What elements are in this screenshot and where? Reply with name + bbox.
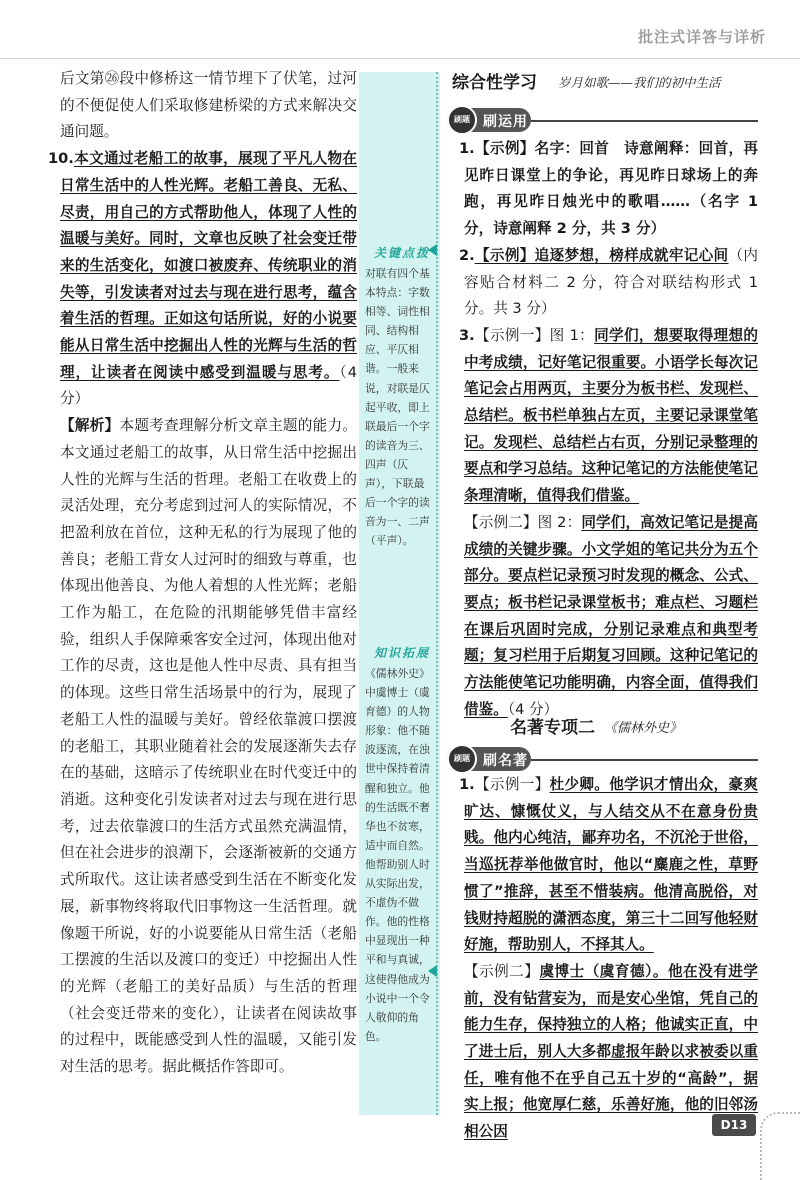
- question-10-number: 10.: [48, 150, 74, 168]
- left-paragraph-1: 后文第㉖段中修桥这一情节埋下了伏笔，过河的不便促使人们采取修建桥梁的方式来解决交通问题。: [60, 70, 357, 141]
- question-3-example-2-head: 【示例二】图 2：: [464, 513, 582, 531]
- question-3-example-2-text: 同学们，高效记笔记是提高成绩的关键步骤。小文学姐的笔记共分为五个部分。要点栏记录预习时发现的概念、公式、要点；板书栏记录课堂板书；难点栏、习题栏在课后巩固时完成，分别记录难点和典型考题；复习栏用于后期复习回顾。这种记笔记的方法能使笔记功能明确，内容全面，值得我们借鉴。: [464, 513, 758, 718]
- analysis-paragraph: [60, 413, 357, 1081]
- question-3-number: 3.: [459, 326, 475, 344]
- section-subtitle: 岁月如歌——我们的初中生活: [558, 75, 721, 90]
- page-corner-decoration: [760, 1112, 800, 1180]
- page-header: [0, 0, 800, 58]
- sidebar-key-tip-title: 关键点拨: [373, 246, 430, 260]
- question-2-score: （内容贴合材料二 2 分，符合对联结构形式 1 分。共 3 分）: [464, 246, 758, 318]
- classic-example-2-head: 【示例二】: [464, 962, 540, 980]
- page-number: D13: [712, 1114, 756, 1136]
- classic-example-1-text: 杜少卿。他学识才情出众，豪爽旷达、慷慨仗义，与人结交从不在意身份贵贱。他内心纯洁，鄙弃功名，不沉沦于世俗，当巡抚荐举他做官时，他以“麋鹿之性，草野惯了”推辞，甚至不惜装病。他清高脱俗，对钱财持超脱的潇洒态度，第三十二回写他轻财好施，帮助别人，不择其人。: [464, 776, 758, 954]
- classic-question-1-example-1: [452, 772, 758, 959]
- question-1: [452, 136, 758, 243]
- question-1-number: 1.: [459, 140, 475, 157]
- question-10-answer: 本文通过老船工的故事，展现了平凡人物在日常生活中的人性光辉。老船工善良、无私、尽责，用自己的方式帮助他人，体现了人性的温暖与美好。同时，文章也反映了社会变迁带来的生活变化，如渡口被废弃、传统职业的消失等，引发读者对过去与现在进行思考，蕴含着生活的哲理。正如这句话所说，好的小说要能从日常生活中挖掘出人性的光辉与生活的哲理，让读者在阅读中感受到温暖与思考。: [60, 150, 357, 381]
- question-10: [48, 146, 357, 413]
- classic-question-1-number: 1.: [459, 776, 475, 793]
- right-column-lower: [452, 772, 758, 1146]
- question-2: [452, 243, 758, 323]
- sidebar-knowledge-title: 知识拓展: [373, 646, 430, 660]
- arrow-left-icon: [428, 244, 437, 256]
- question-3-example-1-head: 【示例一】图 1：: [474, 326, 595, 344]
- section-title: 综合性学习: [452, 73, 537, 93]
- classic-tag-label: 刷名著: [483, 753, 528, 769]
- right-column-upper: [452, 136, 758, 723]
- header-divider: [0, 58, 800, 59]
- question-3-score: （4 分）: [507, 700, 559, 718]
- question-1-text: 【示例】名字：回首 诗意阐释：回首，再见昨日课堂上的争论，再见昨日球场上的奔跑，再见昨日烛光中的歌唱……（名字 1 分，诗意阐释 2 分，共 3 分）: [464, 140, 758, 238]
- sidebar-key-tip-text: 对联有四个基本特点：字数相等、词性相同、结构相应、平仄相谐。一般来说，对联是仄起平收，即上联最后一个字的读音为三、四声（仄声），下联最后一个字的读音为一、二声（平声）。: [365, 267, 430, 548]
- tag-divider: [531, 120, 758, 122]
- arrow-left-icon: [428, 965, 437, 977]
- question-3-example-1-text: 同学们，想要取得理想的中考成绩，记好笔记很重要。小语学长每次记笔记会占用两页，主要分为板书栏、发现栏、总结栏。板书栏单独占左页，主要记录课堂笔记。发现栏、总结栏占右页，分别记录整理的要点和学习总结。这种记笔记的方法能使笔记条理清晰，值得我们借鉴。: [464, 326, 758, 505]
- question-2-answer: 【示例】追逐梦想，榜样成就牢记心间: [474, 246, 729, 264]
- classic-section-subtitle: 《儒林外史》: [604, 721, 683, 736]
- tag-divider: [531, 759, 758, 761]
- sidebar-dotted-border: [436, 72, 438, 1115]
- header-title: 批注式详答与详析: [637, 28, 766, 46]
- badge-icon: 刷题: [447, 105, 477, 135]
- classic-example-1-head: 【示例一】: [474, 776, 550, 793]
- question-2-number: 2.: [459, 246, 475, 264]
- badge-icon: 刷题: [447, 744, 477, 774]
- question-3-example-1: [452, 323, 758, 510]
- classic-section-title: 名著专项二: [510, 718, 595, 738]
- analysis-label: 【解析】: [60, 417, 120, 435]
- left-column: [48, 66, 357, 1081]
- practice-tag: [447, 108, 531, 132]
- question-3-example-2: [452, 510, 758, 724]
- sidebar-knowledge-text: 《儒林外史》中虞博士（虞育德）的人物形象：他不随波逐流，在浊世中保持着清醒和独立。他的生活既不奢华也不贫寒，适中而自然。他帮助别人时从实际出发，不虚伪不做作。他的性格中显现出一种平和与真诚，这使得他成为小说中一个令人敬仰的角色。: [365, 667, 430, 1043]
- analysis-text: 本题考查理解分析文章主题的能力。本文通过老船工的故事，从日常生活中挖掘出人性的光辉与生活的哲理。老船工在收费上的灵活处理，充分考虑到过河人的实际情况，不把盈利放在首位，这种无私的行为展现了他的善良；老船工背女人过河时的细致与尊重，也体现出他善良、为他人着想的人性光辉；老船工作为船工，在危险的汛期能够凭借丰富经验，组织人手保障乘客安全过河，体现出他对工作的尽责，这也是他人性中尽责、具有担当的体现。这些日常生活场景中的行为，展现了老船工人性的温暖与美好。曾经依靠渡口摆渡的老船工，其职业随着社会的发展逐渐失去存在的基础，这暗示了传统职业在时代变迁中的消逝。这种变化引发读者对过去与现在进行思考，过去依靠渡口的生活方式虽然充满温情，但在社会进步的浪潮下，会逐渐被新的交通方式所取代。这让读者感受到生活在不断变化发展，新事物终将取代旧事物这一生活哲理。就像题干所说，好的小说要能从日常生活（老船工摆渡的生活以及渡口的变迁）中挖掘出人性的光辉（老船工的美好品质）与生活的哲理（社会变迁带来的变化），让读者在阅读故事的过程中，既能感受到人性的温暖，又能引发对生活的思考。据此概括作答即可。: [60, 417, 357, 1076]
- question-10-score: （4 分）: [60, 363, 357, 408]
- practice-tag-label: 刷运用: [483, 114, 528, 130]
- classic-example-2-text: 虞博士（虞育德）。他在没有进学前，没有钻营妄为，而是安心坐馆，凭自己的能力生存，保持独立的人格；他诚实正直，中了进士后，别人大多都虚报年龄以求被委以重任，唯有他不在乎自己五十岁的“高龄”，据实上报；他宽厚仁慈，乐善好施，他的旧邻汤相公因: [464, 962, 758, 1141]
- classic-tag: [447, 747, 531, 771]
